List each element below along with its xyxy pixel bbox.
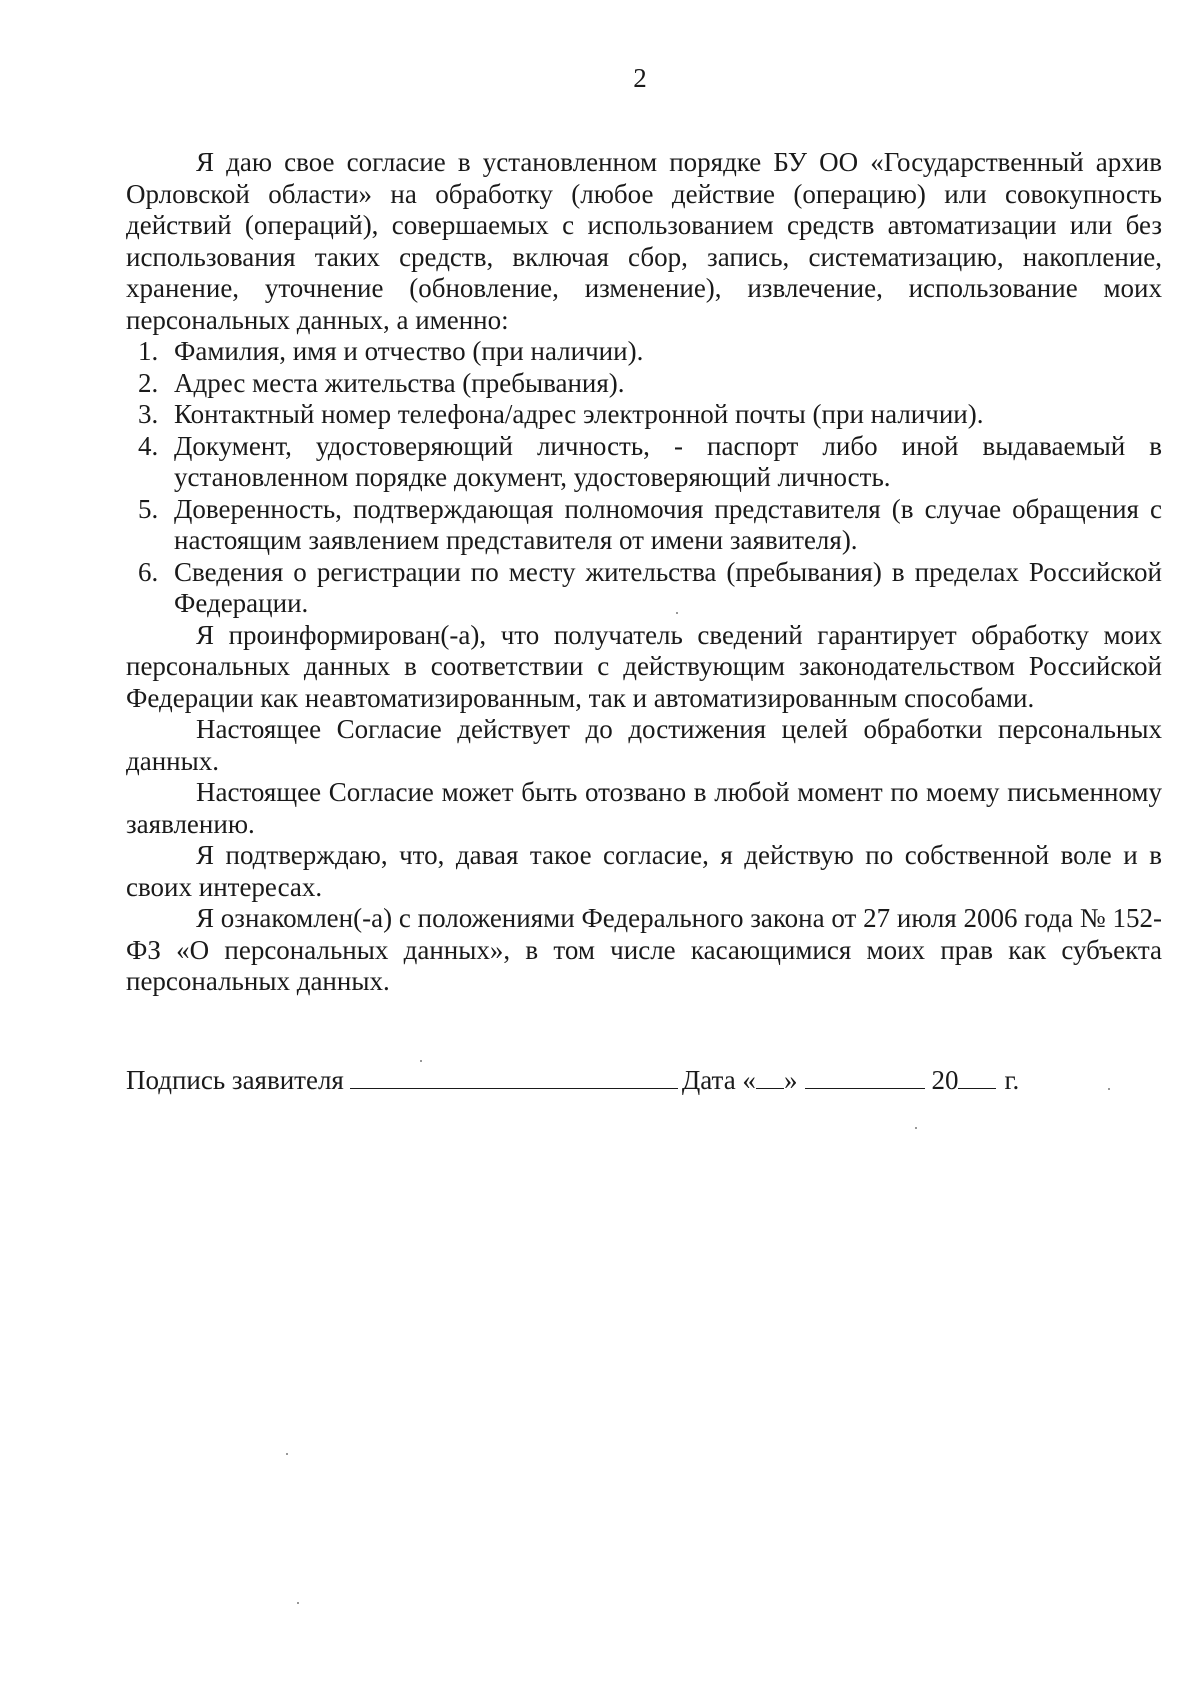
intro-paragraph: Я даю свое согласие в установленном порядке БУ ОО «Государственный архив Орловской области» на обработку (любое действие (операцию) или совокупность действий (операций), совершаемых с использованием средств автоматизации или без использования таких средств, включая сбор, запись, систематизацию, накопление, хранение, уточнение (обновление, изменение), извлечение, использование моих персональных данных, а именно:	[126, 147, 1162, 335]
signature-blank	[350, 1064, 678, 1089]
scan-speck	[420, 1060, 422, 1062]
list-item	[126, 368, 1162, 400]
law-acknowledgement-paragraph: Я ознакомлен(-а) с положениями Федерального закона от 27 июля 2006 года № 152-ФЗ «О персональных данных», в том числе касающимися моих прав как субъекта персональных данных.	[126, 903, 1162, 996]
date-year-prefix: 20	[931, 1065, 959, 1095]
list-item-number: 2.	[138, 367, 159, 398]
withdrawal-paragraph: Настоящее Согласие может быть отозвано в любой момент по моему письменному заявлению.	[126, 777, 1162, 839]
list-item-number: 1.	[138, 336, 159, 366]
list-item-number: 4.	[138, 430, 159, 461]
scan-speck	[297, 1602, 299, 1604]
list-item-text: Сведения о регистрации по месту жительства (пребывания) в пределах Российской Федерации.	[174, 556, 1162, 618]
date-month-blank	[805, 1064, 925, 1089]
list-item-text: Контактный номер телефона/адрес электронной почты (при наличии).	[174, 399, 984, 429]
personal-data-list	[126, 336, 1162, 620]
list-item-number: 5.	[138, 493, 159, 524]
free-will-paragraph: Я подтверждаю, что, давая такое согласие, я действую по собственной воле и в своих интересах.	[126, 840, 1162, 902]
scan-speck	[915, 1127, 917, 1129]
date-day-blank	[756, 1064, 784, 1089]
signature-line	[126, 1064, 1126, 1096]
list-item-number: 3.	[138, 399, 159, 429]
scan-speck	[286, 1453, 288, 1455]
page-number: 2	[633, 63, 647, 93]
validity-paragraph: Настоящее Согласие действует до достижения целей обработки персональных данных.	[126, 714, 1162, 776]
list-item	[126, 336, 1162, 368]
list-item-text: Доверенность, подтверждающая полномочия представителя (в случае обращения с настоящим заявлением представителя от имени заявителя).	[174, 493, 1162, 555]
scan-speck	[676, 612, 678, 614]
list-item	[126, 557, 1162, 620]
scan-speck	[1108, 1088, 1110, 1090]
notification-paragraph: Я проинформирован(-а), что получатель сведений гарантирует обработку моих персональных данных в соответствии с действующим законодательством Российской Федерации как неавтоматизированным, так и автоматизированным способами.	[126, 619, 1162, 713]
list-item-text: Документ, удостоверяющий личность, - паспорт либо иной выдаваемый в установленном порядке документ, удостоверяющий личность.	[174, 430, 1162, 492]
list-item-text: Фамилия, имя и отчество (при наличии).	[174, 336, 644, 366]
date-year-suffix: г.	[1004, 1065, 1020, 1095]
date-quote-close: »	[783, 1065, 798, 1095]
date-year-blank	[958, 1064, 996, 1089]
consent-body	[126, 147, 1162, 998]
list-item	[126, 431, 1162, 494]
list-item	[126, 494, 1162, 557]
list-item	[126, 399, 1162, 431]
date-label: Дата «	[681, 1065, 756, 1095]
list-item-text: Адрес места жительства (пребывания).	[174, 367, 625, 398]
signature-label: Подпись заявителя	[126, 1065, 344, 1095]
list-item-number: 6.	[138, 556, 159, 587]
